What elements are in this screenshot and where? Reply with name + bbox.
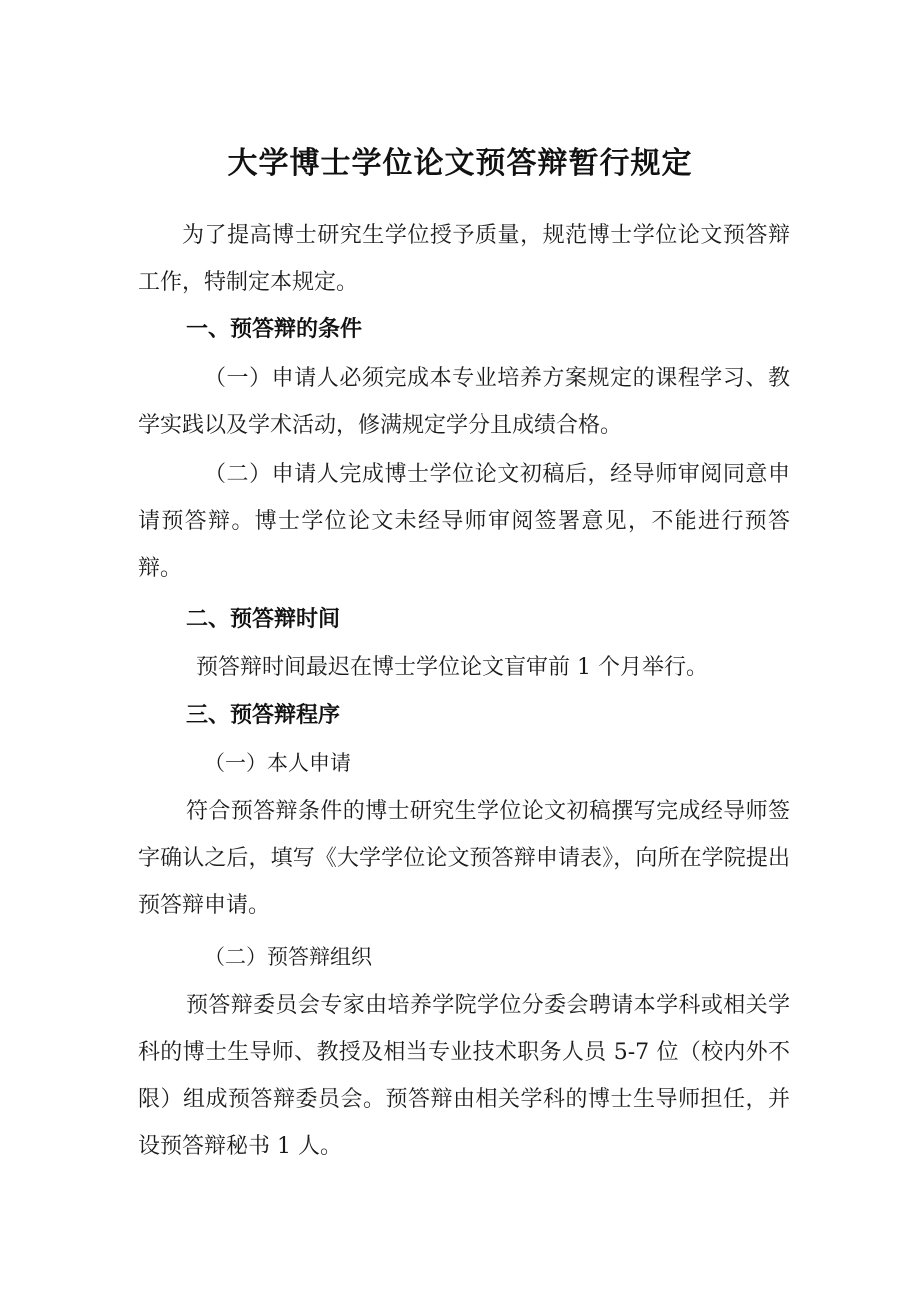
application-paragraph (138, 788, 790, 929)
condition-item-2 (138, 451, 790, 592)
section-heading-procedure: 三、预答辩程序 (186, 703, 341, 728)
condition-item-2-text: （二）申请人完成博士学位论文初稿后，经导师审阅同意申请预答辩。博士学位论文未经导师审阅签署意见，不能进行预答辩。 (138, 462, 790, 581)
application-text: 符合预答辩条件的博士研究生学位论文初稿撰写完成经导师签字确认之后，填写《大学学位论文预答辩申请表》，向所在学院提出预答辩申请。 (138, 799, 790, 918)
document-title: 大学博士学位论文预答辩暂行规定 (227, 146, 693, 181)
subsection-title-application: （一）本人申请 (204, 751, 351, 775)
time-paragraph (138, 644, 790, 691)
organization-text: 预答辩委员会专家由培养学院学位分委会聘请本学科或相关学科的博士生导师、教授及相当专业技术职务人员 5-7 位（校内外不限）组成预答辩委员会。预答辩由相关学科的博士生导师担任，并设预答辩秘书 1 人。 (138, 993, 790, 1159)
subsection-title-organization: （二）预答辩组织 (204, 945, 372, 969)
intro-paragraph (138, 212, 790, 306)
section-heading-time: 二、预答辩时间 (186, 607, 341, 632)
condition-item-1 (138, 355, 790, 449)
section-heading-conditions: 一、预答辩的条件 (186, 317, 363, 342)
condition-item-1-text: （一）申请人必须完成本专业培养方案规定的课程学习、教学实践以及学术活动，修满规定学分且成绩合格。 (138, 366, 790, 438)
intro-text: 为了提高博士研究生学位授予质量，规范博士学位论文预答辩工作，特制定本规定。 (138, 223, 790, 295)
time-text: 预答辩时间最迟在博士学位论文盲审前 1 个月举行。 (196, 655, 708, 680)
organization-paragraph (138, 982, 790, 1170)
